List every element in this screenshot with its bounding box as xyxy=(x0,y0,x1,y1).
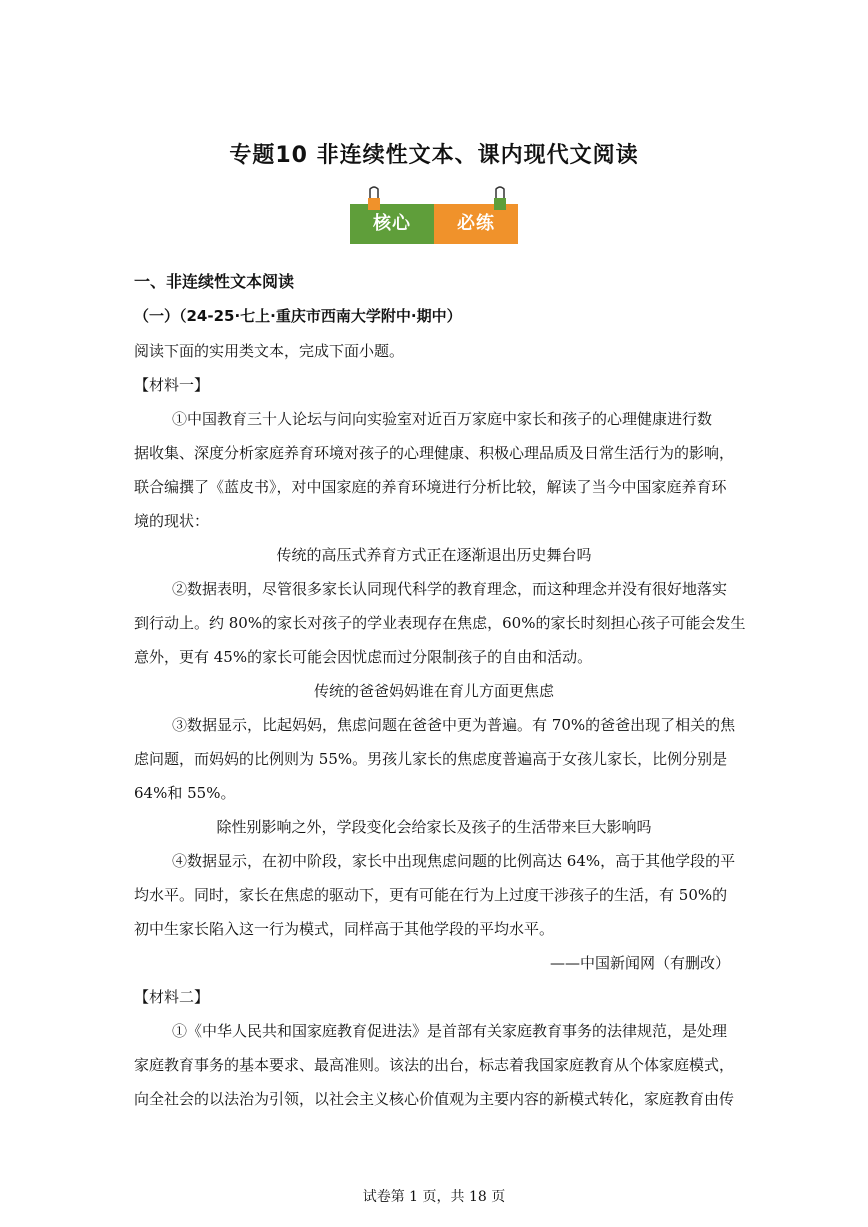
material-label: 【材料一】 xyxy=(134,376,210,394)
paragraph-line: ③数据显示，比起妈妈，焦虑问题在爸爸中更为普遍。有 70%的爸爸出现了相关的焦 xyxy=(172,716,736,734)
instruction-text: 阅读下面的实用类文本，完成下面小题。 xyxy=(134,342,405,360)
page-footer: 试卷第 1 页，共 18 页 xyxy=(362,1189,506,1205)
paragraph-line: 均水平。同时，家长在焦虑的驱动下，更有可能在行为上过度干涉孩子的生活，有 50%的 xyxy=(134,886,728,904)
paragraph-line: 初中生家长陷入这一行为模式，同样高于其他学段的平均水平。 xyxy=(134,920,555,938)
paragraph-line: 家庭教育事务的基本要求、最高准则。该法的出台，标志着我国家庭教育从个体家庭模式， xyxy=(134,1056,735,1074)
subheading: 传统的爸爸妈妈谁在育儿方面更焦虑 xyxy=(313,682,554,700)
paragraph-line: 联合编撰了《蓝皮书》，对中国家庭的养育环境进行分析比较，解读了当今中国家庭养育环 xyxy=(134,478,727,496)
paragraph-line: 意外，更有 45%的家长可能会因忧虑而过分限制孩子的自由和活动。 xyxy=(134,648,593,666)
paragraph-line: 到行动上。约 80%的家长对孩子的学业表现存在焦虑，60%的家长时刻担心孩子可能会发生 xyxy=(134,614,746,632)
material-label: 【材料二】 xyxy=(134,988,210,1006)
badge-label-practice: 必练 xyxy=(457,213,495,234)
paragraph-line: ①《中华人民共和国家庭教育促进法》是首部有关家庭教育事务的法律规范，是处理 xyxy=(172,1022,728,1040)
paragraph-line: ④数据显示，在初中阶段，家长中出现焦虑问题的比例高达 64%，高于其他学段的平 xyxy=(172,852,736,870)
paragraph-line: 境的现状： xyxy=(134,512,210,530)
badge-label-core: 核心 xyxy=(373,213,411,234)
subheading: 传统的高压式养育方式正在逐渐退出历史舞台吗 xyxy=(276,546,592,564)
paragraph-line: 64%和 55%。 xyxy=(134,784,236,802)
paragraph-line: ①中国教育三十人论坛与问向实验室对近百万家庭中家长和孩子的心理健康进行数 xyxy=(172,410,713,428)
core-practice-badge xyxy=(350,184,518,250)
section-heading: 一、非连续性文本阅读 xyxy=(134,272,295,291)
paragraph-line: 虑问题，而妈妈的比例则为 55%。男孩儿家长的焦虑度普遍高于女孩儿家长，比例分别是 xyxy=(134,750,728,768)
paragraph-line: 据收集、深度分析家庭养育环境对孩子的心理健康、积极心理品质及日常生活行为的影响， xyxy=(134,444,735,462)
paragraph-line: ②数据表明，尽管很多家长认同现代科学的教育理念，而这种理念并没有很好地落实 xyxy=(172,580,728,598)
subheading: 除性别影响之外，学段变化会给家长及孩子的生活带来巨大影响吗 xyxy=(216,818,652,836)
subsection-heading: （一）（24-25·七上·重庆市西南大学附中·期中） xyxy=(134,307,462,325)
page-title: 专题10 非连续性文本、课内现代文阅读 xyxy=(229,143,639,168)
source-citation: ——中国新闻网（有删改） xyxy=(549,954,730,972)
paragraph-line: 向全社会的以法治为引领，以社会主义核心价值观为主要内容的新模式转化，家庭教育由传 xyxy=(134,1090,735,1108)
